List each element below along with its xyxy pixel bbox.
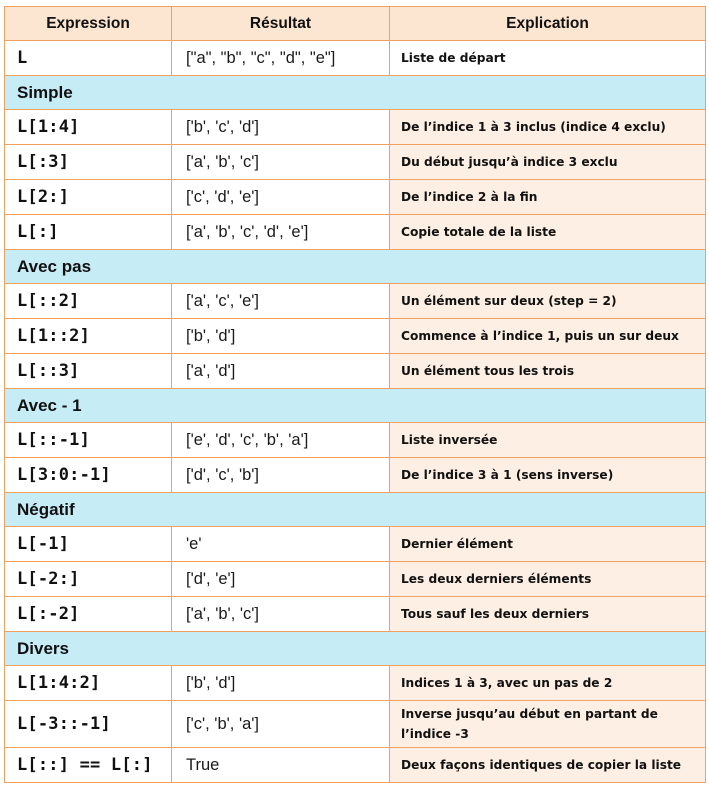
explanation-cell: Du début jusqu’à indice 3 exclu [390, 145, 706, 180]
result-cell: ["a", "b", "c", "d", "e"] [172, 41, 390, 76]
section-title: Divers [5, 632, 706, 666]
table-row [5, 748, 706, 783]
header-expression: Expression [5, 7, 172, 41]
explanation-cell: Indices 1 à 3, avec un pas de 2 [390, 666, 706, 701]
header-resultat: Résultat [172, 7, 390, 41]
expression-cell: L[-1] [5, 527, 172, 562]
result-cell: ['b', 'c', 'd'] [172, 110, 390, 145]
section-row [5, 76, 706, 110]
result-cell: ['a', 'b', 'c'] [172, 145, 390, 180]
explanation-cell: Dernier élément [390, 527, 706, 562]
section-title: Avec - 1 [5, 389, 706, 423]
explanation-cell: Les deux derniers éléments [390, 562, 706, 597]
table-row [5, 215, 706, 250]
explanation-cell: De l’indice 2 à la fin [390, 180, 706, 215]
expression-cell: L[1:4] [5, 110, 172, 145]
table-row [5, 562, 706, 597]
expression-cell: L[1::2] [5, 319, 172, 354]
header-row [5, 7, 706, 41]
expression-cell: L[::2] [5, 284, 172, 319]
section-row [5, 389, 706, 423]
explanation-cell: Tous sauf les deux derniers [390, 597, 706, 632]
explanation-cell: Liste de départ [390, 41, 706, 76]
explanation-cell: Inverse jusqu’au début en partant de l’indice -3 [390, 701, 706, 748]
section-row [5, 493, 706, 527]
section-title: Avec pas [5, 250, 706, 284]
result-cell: ['e', 'd', 'c', 'b', 'a'] [172, 423, 390, 458]
table-row [5, 423, 706, 458]
table-row [5, 458, 706, 493]
result-cell: ['d', 'e'] [172, 562, 390, 597]
result-cell: ['a', 'd'] [172, 354, 390, 389]
result-cell: ['b', 'd'] [172, 666, 390, 701]
expression-cell: L[2:] [5, 180, 172, 215]
header-explication: Explication [390, 7, 706, 41]
result-cell: 'e' [172, 527, 390, 562]
expression-cell: L[::] == L[:] [5, 748, 172, 783]
explanation-cell: Deux façons identiques de copier la liste [390, 748, 706, 783]
table-row [5, 354, 706, 389]
table-row [5, 110, 706, 145]
explanation-cell: Un élément tous les trois [390, 354, 706, 389]
explanation-cell: Un élément sur deux (step = 2) [390, 284, 706, 319]
explanation-cell: De l’indice 1 à 3 inclus (indice 4 exclu) [390, 110, 706, 145]
expression-cell: L[:] [5, 215, 172, 250]
expression-cell: L[:-2] [5, 597, 172, 632]
expression-cell: L[-2:] [5, 562, 172, 597]
explanation-cell: Commence à l’indice 1, puis un sur deux [390, 319, 706, 354]
result-cell: True [172, 748, 390, 783]
table-row [5, 597, 706, 632]
table-row [5, 666, 706, 701]
result-cell: ['c', 'd', 'e'] [172, 180, 390, 215]
explanation-cell: Liste inversée [390, 423, 706, 458]
section-row [5, 632, 706, 666]
section-title: Simple [5, 76, 706, 110]
expression-cell: L[3:0:-1] [5, 458, 172, 493]
table-row [5, 145, 706, 180]
expression-cell: L[::-1] [5, 423, 172, 458]
explanation-cell: Copie totale de la liste [390, 215, 706, 250]
table-row [5, 180, 706, 215]
slicing-table [4, 6, 706, 783]
result-cell: ['a', 'c', 'e'] [172, 284, 390, 319]
expression-cell: L[:3] [5, 145, 172, 180]
result-cell: ['a', 'b', 'c', 'd', 'e'] [172, 215, 390, 250]
section-title: Négatif [5, 493, 706, 527]
table-row [5, 319, 706, 354]
table-row [5, 41, 706, 76]
result-cell: ['b', 'd'] [172, 319, 390, 354]
expression-cell: L[1:4:2] [5, 666, 172, 701]
expression-cell: L[-3::-1] [5, 701, 172, 748]
result-cell: ['a', 'b', 'c'] [172, 597, 390, 632]
expression-cell: L[::3] [5, 354, 172, 389]
table-row [5, 701, 706, 748]
table-row [5, 527, 706, 562]
explanation-cell: De l’indice 3 à 1 (sens inverse) [390, 458, 706, 493]
table-row [5, 284, 706, 319]
table-body [5, 41, 706, 783]
expression-cell: L [5, 41, 172, 76]
result-cell: ['d', 'c', 'b'] [172, 458, 390, 493]
result-cell: ['c', 'b', 'a'] [172, 701, 390, 748]
section-row [5, 250, 706, 284]
